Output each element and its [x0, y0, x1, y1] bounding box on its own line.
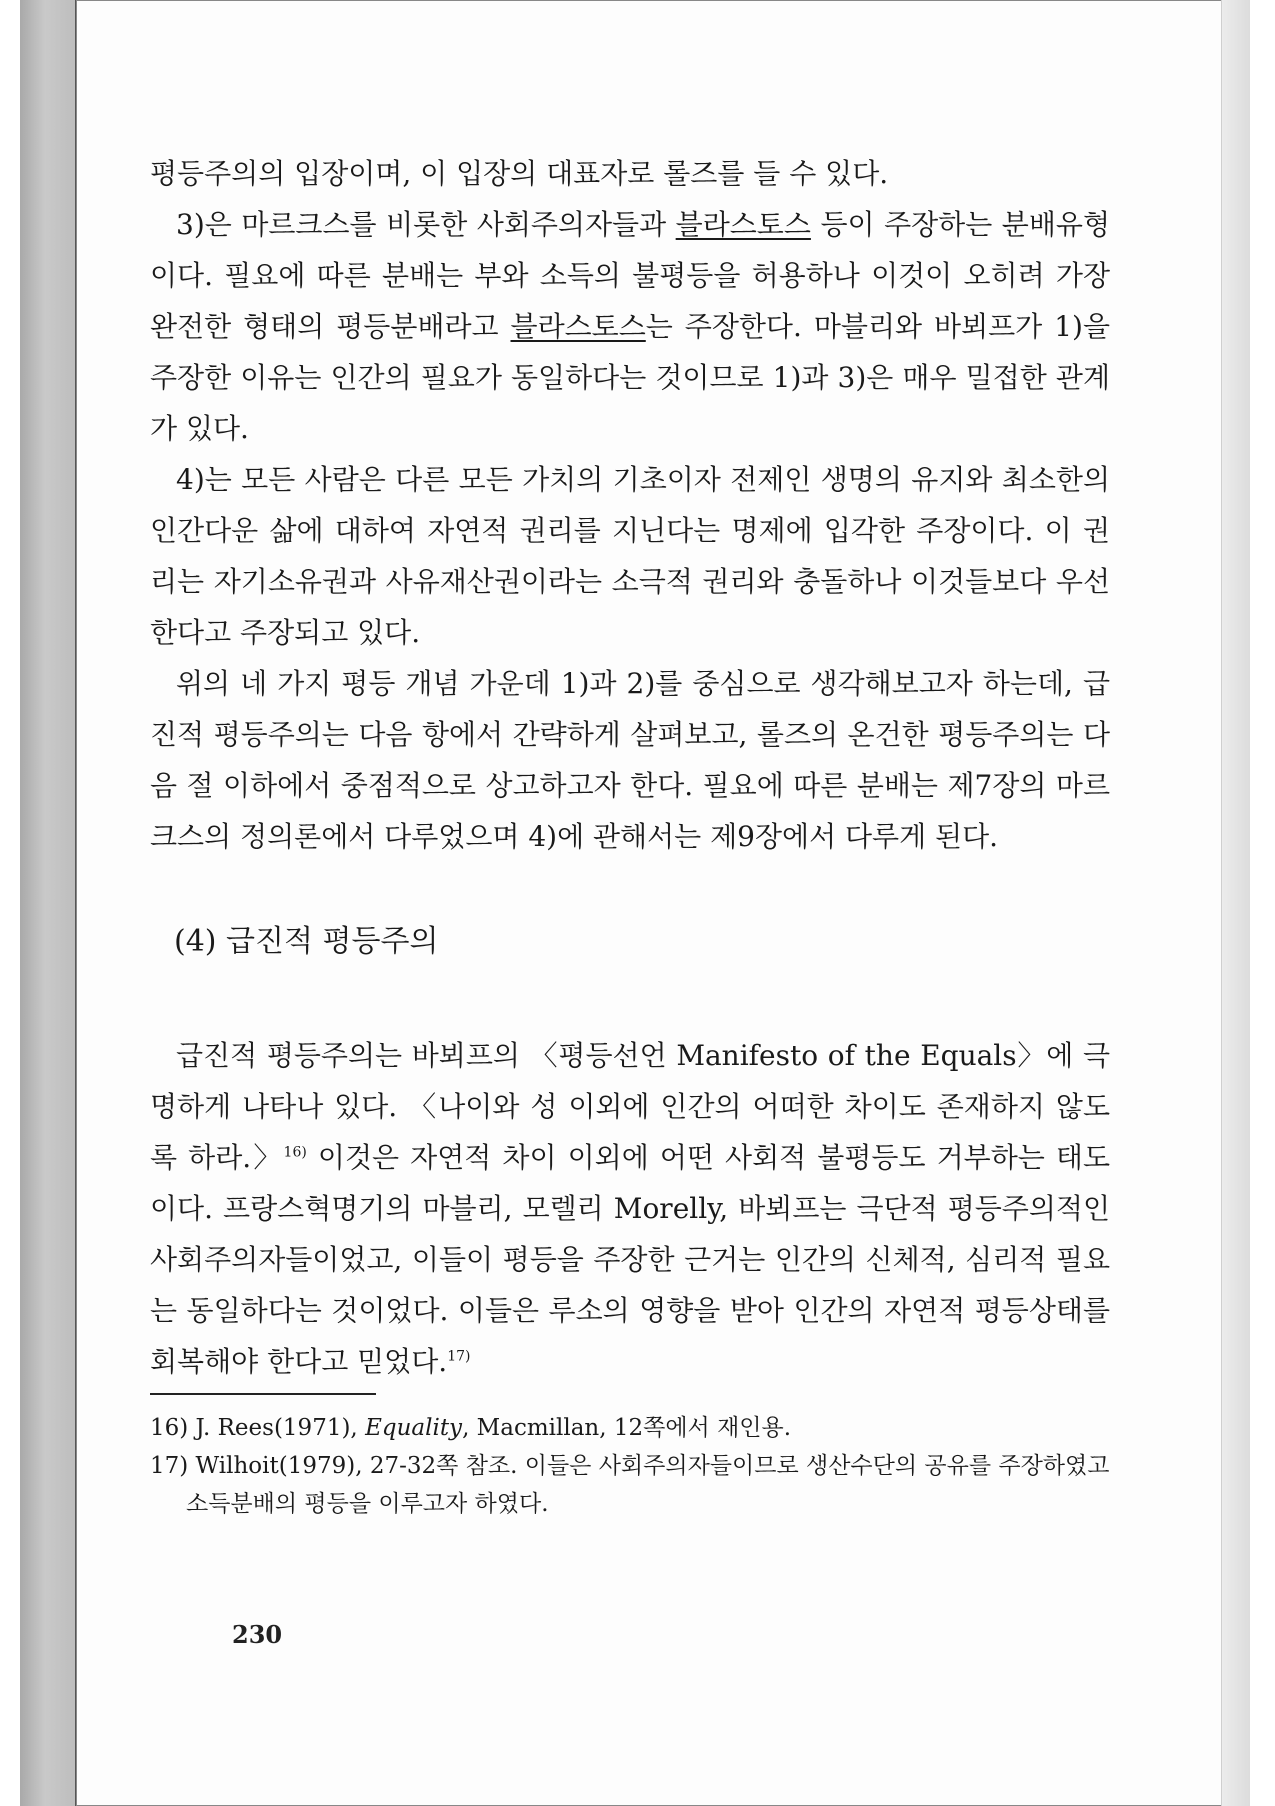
- book-spine: [20, 0, 76, 1806]
- para5-text-b: 이것은 자연적 차이 이외에 어떤 사회적 불평등도 거부하는 태도이다. 프랑스혁명기의 마블리, 모렐리 Morelly, 바뵈프는 극단적 평등주의적인 사회주의자들이었고, 이들이 평등을 주장한 근거는 인간의 신체적, 심리적 필요는 동일하다는 것이었다. 이들은 루소의 영향을 받아 인간의 자연적 평등상태를 회복해야 한다고 믿었다.: [150, 1141, 1110, 1378]
- para5-text-a: 급진적 평등주의는 바뵈프의 〈평등선언 Manifesto of the Equals〉에 극명하게 나타나 있다. 〈나이와 성 이외에 인간의 어떠한 차이도 존재하지 않도록 하라.〉: [150, 1039, 1110, 1174]
- footnote-ref-17: 17): [447, 1348, 471, 1365]
- page-edge: [1221, 0, 1250, 1806]
- para2-underlined-2: 블라스토스: [510, 310, 646, 343]
- fn16-title: Equality: [365, 1415, 463, 1441]
- section-heading: (4) 급진적 평등주의: [174, 924, 439, 959]
- para2-underlined-1: 블라스토스: [675, 208, 811, 241]
- paragraph-4: 위의 네 가지 평등 개념 가운데 1)과 2)를 중심으로 생각해보고자 하는데, 급진적 평등주의는 다음 항에서 간략하게 살펴보고, 롤즈의 온건한 평등주의는 다음 절 이하에서 중점적으로 상고하고자 한다. 필요에 따른 분배는 제7장의 마르크스의 정의론에서 다루었으며 4)에 관해서는 제9장에서 다루게 된다.: [150, 667, 1110, 853]
- para2-text-c: 는 주장한다. 마블리와 바뵈프가 1)을 주장한 이유는 인간의 필요가 동일하다는 것이므로 1)과 3)은 매우 밀접한 관계가 있다.: [150, 310, 1110, 445]
- paragraph-2: [150, 199, 1110, 454]
- para2-text-a: 3)은 마르크스를 비롯한 사회주의자들과: [176, 208, 676, 241]
- paragraph-3: 4)는 모든 사람은 다른 모든 가치의 기초이자 전제인 생명의 유지와 최소한의 인간다운 삶에 대하여 자연적 권리를 지닌다는 명제에 입각한 주장이다. 이 권리는 자기소유권과 사유재산권이라는 소극적 권리와 충돌하나 이것들보다 우선한다고 주장되고 있다.: [150, 463, 1110, 649]
- para2-text-b: 등이 주장하는 분배유형이다. 필요에 따른 분배는 부와 소득의 불평등을 허용하나 이것이 오히려 가장 완전한 형태의 평등분배라고: [150, 208, 1110, 343]
- footnote-17: 17) Wilhoit(1979), 27-32쪽 참조. 이들은 사회주의자들이므로 생산수단의 공유를 주장하였고 소득분배의 평등을 이루고자 하였다.: [150, 1453, 1110, 1517]
- fn16-text-a: 16) J. Rees(1971),: [150, 1415, 366, 1441]
- page-content: [150, 148, 1110, 1523]
- paragraph-1: 평등주의의 입장이며, 이 입장의 대표자로 롤즈를 들 수 있다.: [150, 157, 889, 190]
- paragraph-5: [150, 1030, 1110, 1387]
- footnote-16: [150, 1409, 1110, 1447]
- footnote-divider: [150, 1393, 376, 1395]
- footnote-ref-16: 16): [283, 1144, 307, 1161]
- page-number: 230: [232, 1620, 283, 1649]
- fn16-text-b: , Macmillan, 12쪽에서 재인용.: [462, 1415, 792, 1441]
